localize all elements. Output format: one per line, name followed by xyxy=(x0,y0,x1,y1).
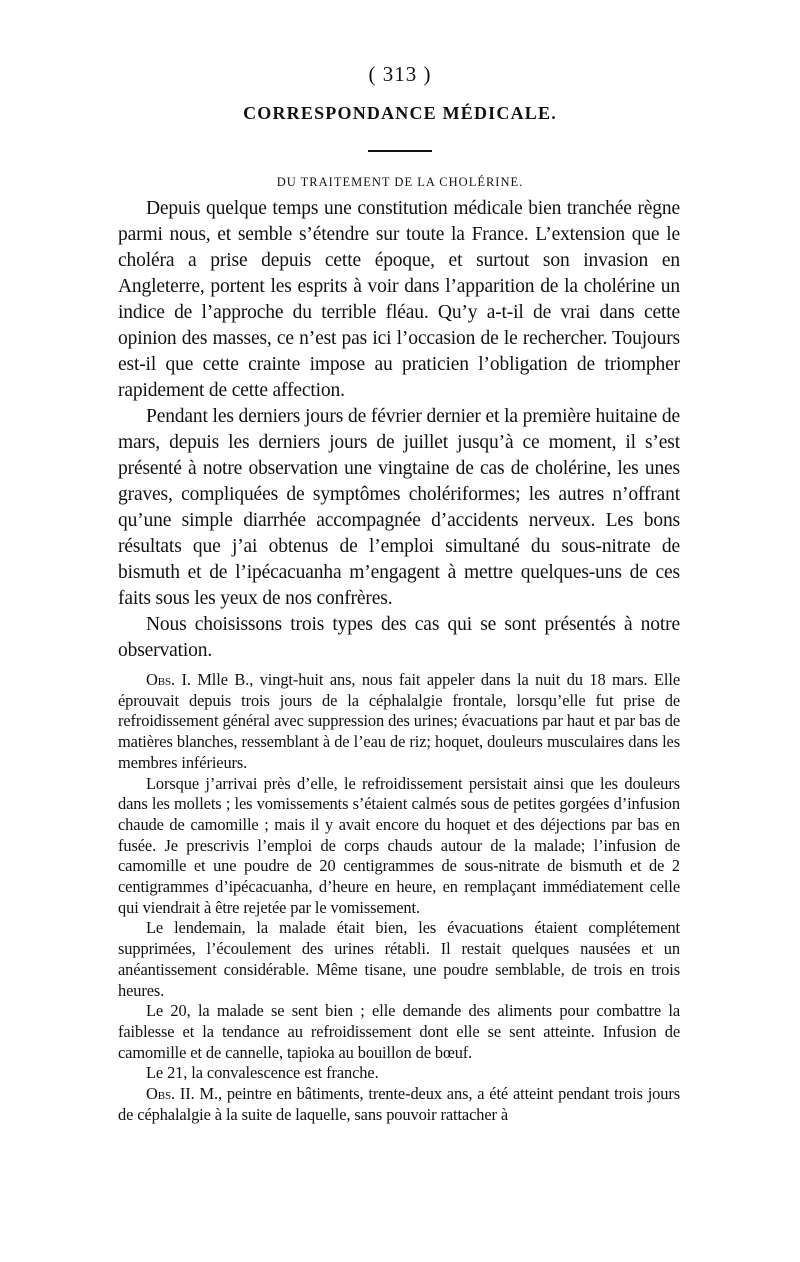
observation-2-paragraph xyxy=(118,1084,680,1125)
observation-label: Obs. I. xyxy=(146,670,191,689)
observation-1-paragraph: Le 21, la convalescence est franche. xyxy=(146,1063,379,1083)
observation-1-paragraph: Le 20, la malade se sent bien ; elle demande des aliments pour combattre la faiblesse et la tendance au refroidissement dont elle se sent atteinte. Infusion de camomille et de cannelle, tapioka au bouillon de bœuf. xyxy=(118,1001,680,1062)
title-divider xyxy=(368,150,432,152)
observation-text: Mlle B., vingt-huit ans, nous fait appeler dans la nuit du 18 mars. Elle éprouvait depuis trois jours de la céphalalgie frontale, lorsqu’elle fut prise de refroidissement général avec suppression des urines; évacuations par haut et par bas de matières blanches, ressemblant à de l’eau de riz; hoquet, douleurs musculaires dans les membres inférieurs. xyxy=(118,670,680,772)
intro-paragraph: Pendant les derniers jours de février dernier et la première huitaine de mars, depuis les derniers jours de juillet jusqu’à ce moment, il s’est présenté à notre observation une vingtaine de cas de cholérine, les unes graves, compliquées de symptômes cholériformes; les autres n’offrant qu’une simple diarrhée accompagnée d’accidents nerveux. Les bons résultats que j’ai obtenus de l’emploi simultané du sous-nitrate de bismuth et de l’ipécacuanha m’engagent à mettre quelques-uns de ces faits sous les yeux de nos confrères. xyxy=(118,406,680,609)
page-number: ( 313 ) xyxy=(368,62,432,86)
intro-paragraph: Nous choisissons trois types des cas qui se sont présentés à notre observation. xyxy=(118,614,680,661)
observation-text: M., peintre en bâtiments, trente-deux ans, a été atteint pendant trois jours de céphalalgie à la suite de laquelle, sans pouvoir rattacher à xyxy=(118,1084,680,1124)
section-title: CORRESPONDANCE MÉDICALE. xyxy=(243,103,557,123)
observation-1-paragraph: Le lendemain, la malade était bien, les évacuations étaient complétement supprimées, l’écoulement des urines rétabli. Il restait quelques nausées et un anéantissement considérable. Même tisane, une poudre semblable, de trois en trois heures. xyxy=(118,918,680,1000)
article-body xyxy=(118,196,680,1125)
observation-1-paragraph: Lorsque j’arrivai près d’elle, le refroidissement persistait ainsi que les douleurs dans les mollets ; les vomissements s’étaient calmés sous de petites gorgées d’infusion chaude de camomille ; mais il y avait encore du hoquet et des déjections par bas en fusée. Je prescrivis l’emploi de corps chauds autour de la malade; l’infusion de camomille et une poudre de 20 centigrammes de sous-nitrate de bismuth et de 2 centigrammes d’ipécacuanha, d’heure en heure, en remplaçant immédiatement celle qui viendrait à être rejetée par le vomissement. xyxy=(118,773,680,917)
observation-1-paragraph xyxy=(118,670,680,774)
article-title: DU TRAITEMENT DE LA CHOLÉRINE. xyxy=(276,175,524,189)
intro-paragraph: Depuis quelque temps une constitution médicale bien tranchée règne parmi nous, et semble s’étendre sur toute la France. L’extension que le choléra a prise depuis cette époque, et surtout son invasion en Angleterre, portent les esprits à voir dans l’apparition de la cholérine un indice de l’approche du terrible fléau. Qu’y a-t-il de vrai dans cette opinion des masses, ce n’est pas ici l’occasion de le rechercher. Toujours est-il que cette crainte impose au praticien l’obligation de triompher rapidement de cette affection. xyxy=(118,198,680,401)
observation-label: Obs. II. xyxy=(146,1084,195,1104)
